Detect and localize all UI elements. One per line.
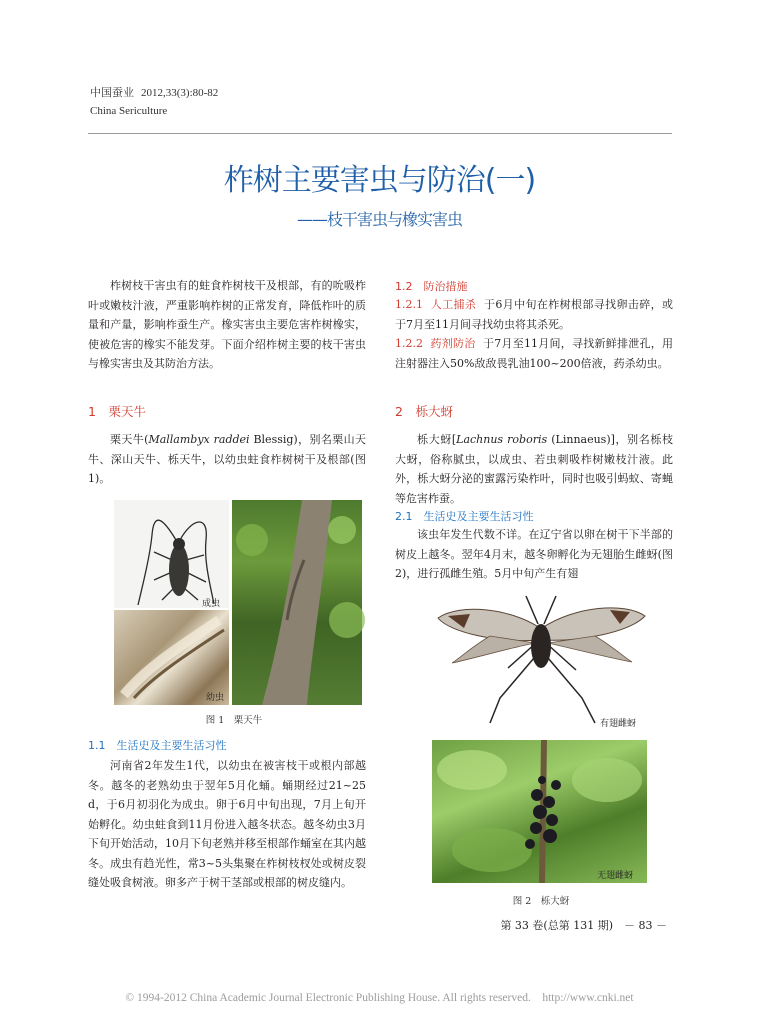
method-1-2-1: 1.2.1 人工捕杀 于6月中旬在柞树根部寻找卵击碎，或于7月至11月间寻找幼虫将其杀死。	[395, 298, 673, 331]
journal-issue: 2012,33(3):80-82	[141, 87, 219, 99]
journal-header	[90, 84, 218, 120]
larva-photo	[114, 610, 229, 705]
latin-name-lachnus: Lachnus roboris	[456, 433, 548, 446]
left-column	[88, 276, 366, 374]
page-number: 第 33 卷(总第 131 期) － 83 －	[500, 919, 667, 932]
label-larva: 幼虫	[206, 693, 225, 703]
figure-2-wingless-aphid-photo	[432, 740, 647, 883]
subsection-2-1-title: 2.1 生活史及主要生活习性	[395, 510, 534, 523]
method-1-2-2: 1.2.2 药剂防治 于7月至11月间，寻找新鲜排泄孔，用注射器注入50%敌敌畏乳油100~200倍液，药杀幼虫。	[395, 337, 673, 370]
subsection-1-2-title: 1.2 防治措施	[395, 280, 468, 293]
method-name-manual-capture: 人工捕杀	[430, 298, 477, 311]
figure-2-winged-aphid-photo	[430, 588, 652, 731]
subsection-2-1-paragraph: 该虫年发生代数不详。在辽宁省以卵在树干下半部的树皮上越冬。翌年4月末，越冬卵孵化为无翅胎生雌蚜(图2)，进行孤雌生殖。5月中旬产生有翅	[395, 528, 673, 580]
section-1-title: 1 栗天牛	[88, 404, 146, 419]
adult-beetle-photo	[114, 500, 229, 608]
copyright-notice: © 1994-2012 China Academic Journal Electronic Publishing House. All rights reserved. http://www.cnki.net	[125, 992, 634, 1004]
journal-name-en: China Sericulture	[90, 105, 168, 117]
figure-1-caption: 图 1 栗天牛	[205, 715, 263, 726]
section-2-title: 2 栎大蚜	[395, 404, 453, 419]
latin-name-mallambyx: Mallambyx raddei	[148, 433, 250, 446]
label-adult: 成虫	[202, 599, 221, 609]
section-1-paragraph: 栗天牛(Mallambyx raddei Blessig)，别名栗山天牛、深山天牛、栎天牛，以幼虫蛀食柞树树干及根部(图1)。	[88, 433, 367, 485]
figure-1	[100, 500, 368, 705]
section-2-paragraph: 栎大蚜[Lachnus roboris (Linnaeus)]，别名栎枝大蚜，俗称腻虫，以成虫、若虫刺吸柞树嫩枝汁液。此外，栎大蚜分泌的蜜露污染柞叶，同时也吸引蚂蚁、寄蝇等危害柞蚕。	[395, 433, 673, 505]
article-subtitle: ——枝干害虫与橡实害虫	[296, 210, 462, 229]
subsection-1-1-title: 1.1 生活史及主要生活习性	[88, 739, 227, 752]
figure-2-caption: 图 2 栎大蚜	[512, 896, 570, 907]
label-winged-aphid: 有翅雌蚜	[600, 719, 637, 729]
subsection-1-1-paragraph: 河南省2年发生1代，以幼虫在被害枝干或根内部越冬。越冬的老熟幼虫于翌年5月化蛹。蛹期经过21~25 d，于6月初羽化为成虫。卵于6月中旬出现，7月上旬开始孵化。幼虫蛀食到11月份进入越冬状态。越冬幼虫3月下旬开始活动，10月下旬老熟并移至根部作蛹室在其内越冬。成虫有趋光性，常3~5头集聚在柞树枝杈处或树皮裂缝处吸食树液。卵多产于树干茎部或根部的树皮缝内。	[88, 759, 366, 889]
method-name-chemical-control: 药剂防治	[430, 337, 476, 350]
header-divider	[88, 133, 672, 134]
article-title: 柞树主要害虫与防治(一)	[223, 163, 536, 198]
label-wingless-aphid: 无翅雌蚜	[597, 871, 634, 881]
journal-name-cn: 中国蚕业	[90, 86, 134, 99]
intro-paragraph: 柞树枝干害虫有的蛀食柞树枝干及根部，有的吮吸柞叶或嫩枝汁液，严重影响柞树的正常发育，降低柞叶的质量和产量，影响柞蚕生产。橡实害虫主要危害柞树橡实，使被危害的橡实不能发芽。下面介绍柞树主要的枝干害虫与橡实害虫及其防治方法。	[88, 279, 366, 370]
